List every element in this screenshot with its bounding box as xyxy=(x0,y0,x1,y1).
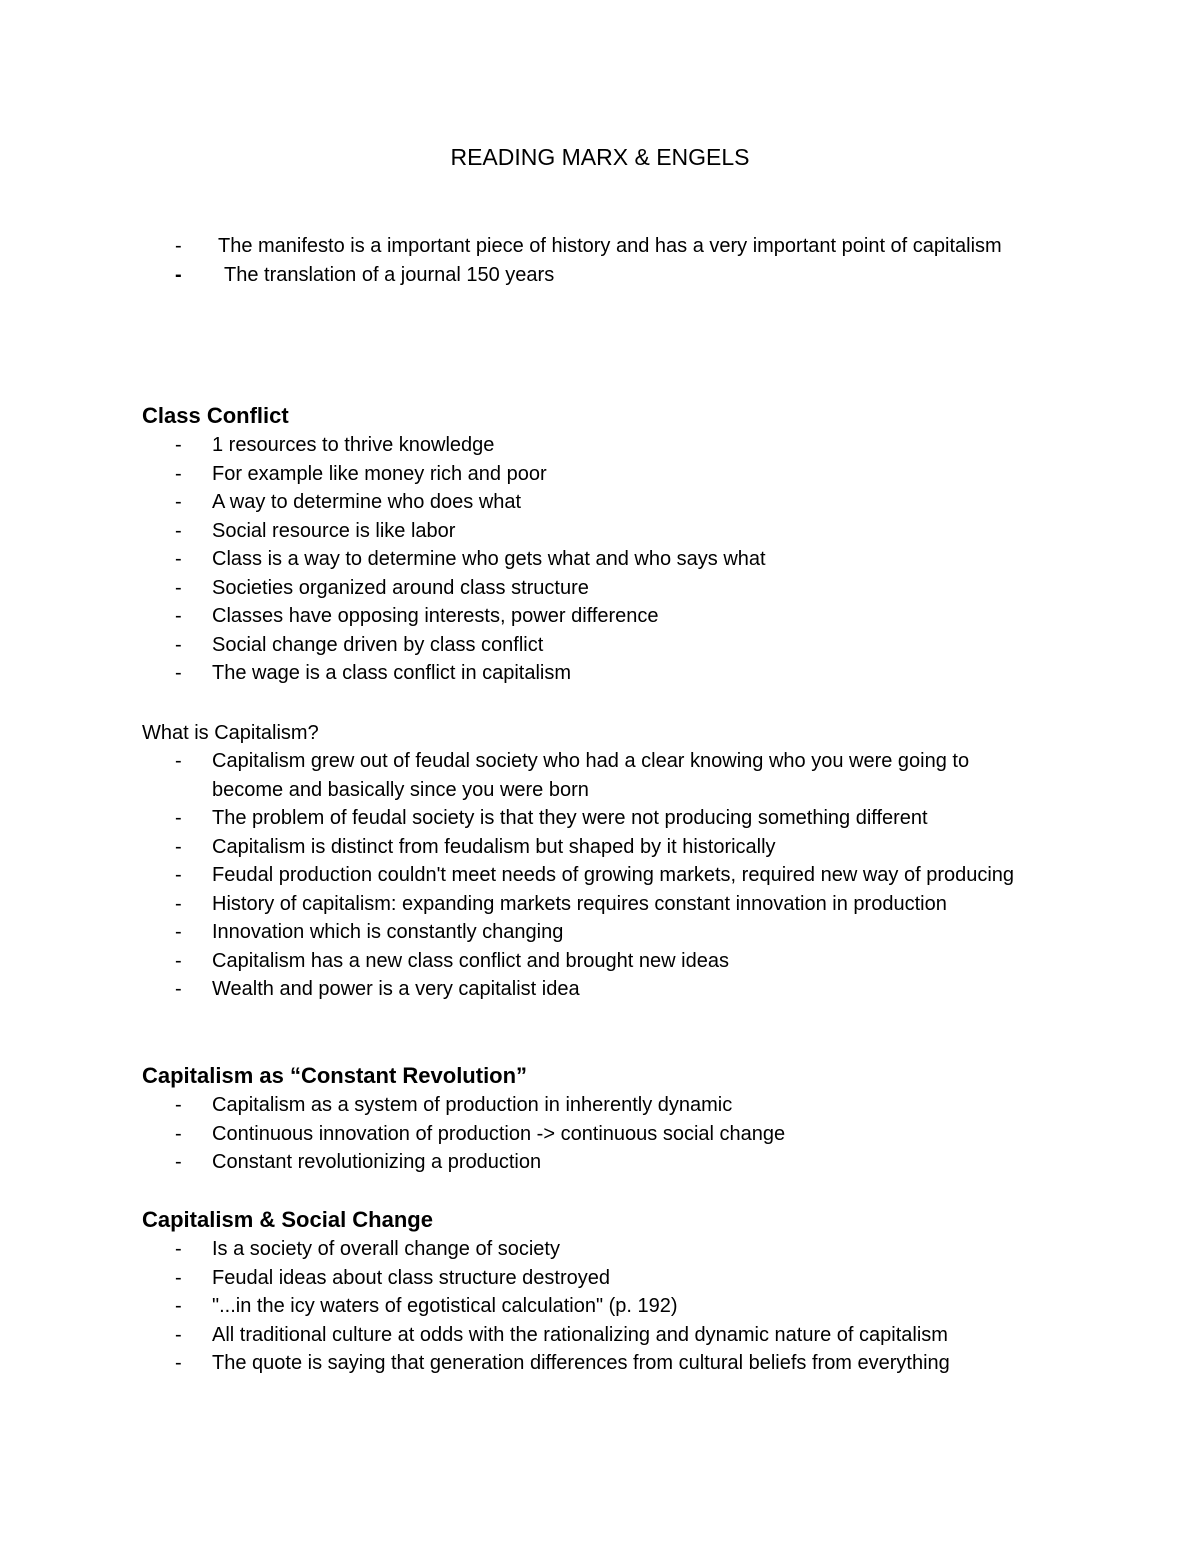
list-item xyxy=(142,232,1042,261)
section-list xyxy=(142,1091,1042,1177)
section-what-is-capitalism xyxy=(142,719,1042,1004)
list-item xyxy=(142,1148,1042,1177)
list-item xyxy=(142,545,1042,574)
list-item xyxy=(142,1264,1042,1293)
list-item-text: For example like money rich and poor xyxy=(212,462,547,485)
list-item-text: Feudal production couldn't meet needs of growing markets, required new way of producing xyxy=(212,864,1015,886)
dash-bullet: - xyxy=(175,662,182,684)
dash-bullet: - xyxy=(175,633,182,656)
document-title: READING MARX & ENGELS xyxy=(450,144,750,170)
list-item-text: Capitalism as a system of production in inherently dynamic xyxy=(212,1094,733,1116)
list-item-text: 1 resources to thrive knowledge xyxy=(212,434,495,456)
list-item-text: Feudal ideas about class structure destroyed xyxy=(212,1266,610,1289)
list-item-text: Continuous innovation of production -> continuous social change xyxy=(212,1122,786,1145)
list-item xyxy=(142,890,1042,919)
dash-bullet: - xyxy=(175,491,182,513)
list-item xyxy=(142,1120,1042,1149)
list-item xyxy=(142,602,1042,631)
dash-bullet: - xyxy=(175,235,182,257)
list-item-text: The translation of a journal 150 years xyxy=(224,263,555,286)
list-item xyxy=(142,631,1042,660)
list-item-text: The manifesto is a important piece of history and has a very important point of capitalism xyxy=(218,235,1002,257)
section-heading: Class Conflict xyxy=(142,403,289,428)
list-item-text: Capitalism has a new class conflict and brought new ideas xyxy=(212,949,729,972)
list-item-text: The quote is saying that generation differences from cultural beliefs from everything xyxy=(212,1352,950,1374)
section-list xyxy=(142,1235,1042,1378)
list-item-text: Is a society of overall change of society xyxy=(212,1238,560,1260)
intro-block xyxy=(142,232,1042,289)
list-item-text: Social resource is like labor xyxy=(212,519,456,542)
list-item-text: All traditional culture at odds with the rationalizing and dynamic nature of capitalism xyxy=(212,1323,948,1346)
section-constant-revolution xyxy=(142,1061,1042,1177)
list-item-text: Wealth and power is a very capitalist idea xyxy=(212,978,580,1000)
dash-bullet: - xyxy=(175,1266,182,1289)
dash-bullet: - xyxy=(175,921,182,943)
dash-bullet: - xyxy=(175,434,182,456)
dash-bullet: - xyxy=(175,892,182,915)
dash-bullet: - xyxy=(175,1352,182,1374)
list-item-text: Capitalism is distinct from feudalism but shaped by it historically xyxy=(212,835,776,858)
list-item xyxy=(142,1091,1042,1120)
list-item-text: Constant revolutionizing a production xyxy=(212,1151,542,1173)
list-item-text: History of capitalism: expanding markets requires constant innovation in production xyxy=(212,892,947,915)
dash-bullet: - xyxy=(175,1122,182,1145)
list-item-text: Class is a way to determine who gets what and who says what xyxy=(212,548,766,570)
list-item xyxy=(142,1349,1042,1378)
list-item-text: Capitalism grew out of feudal society who had a clear knowing who you were going to become and basically since you were born xyxy=(212,750,970,801)
list-item xyxy=(142,861,1042,890)
dash-bullet: - xyxy=(175,978,182,1000)
dash-bullet: - xyxy=(175,835,182,858)
list-item xyxy=(142,659,1042,688)
list-item xyxy=(142,574,1042,603)
list-item-text: Social change driven by class conflict xyxy=(212,633,544,656)
list-item xyxy=(142,488,1042,517)
list-item xyxy=(142,975,1042,1004)
section-heading: Capitalism & Social Change xyxy=(142,1207,433,1232)
list-item-text: Classes have opposing interests, power difference xyxy=(212,605,659,627)
dash-bullet: - xyxy=(175,462,182,485)
dash-bullet: - xyxy=(175,605,182,627)
dash-bullet: - xyxy=(175,864,182,886)
list-item xyxy=(142,1292,1042,1321)
section-heading: What is Capitalism? xyxy=(142,722,319,744)
list-item xyxy=(142,517,1042,546)
list-item-text: Societies organized around class structure xyxy=(212,576,589,599)
dash-bullet: - xyxy=(175,949,182,972)
list-item-text: A way to determine who does what xyxy=(212,491,522,513)
section-class-conflict xyxy=(142,401,1042,688)
list-item xyxy=(142,460,1042,489)
list-item xyxy=(142,747,1042,804)
dash-bullet: - xyxy=(175,1151,182,1173)
dash-bullet: - xyxy=(175,576,182,599)
dash-bullet: - xyxy=(175,750,182,772)
list-item-text: The problem of feudal society is that they were not producing something different xyxy=(212,807,928,829)
dash-bullet: - xyxy=(175,548,182,570)
section-social-change xyxy=(142,1205,1042,1378)
dash-bullet: - xyxy=(175,1323,182,1346)
intro-list xyxy=(142,232,1042,289)
list-item xyxy=(142,947,1042,976)
list-item xyxy=(142,261,1042,290)
dash-bullet: - xyxy=(175,519,182,542)
dash-bullet: - xyxy=(175,1295,182,1317)
dash-bullet: - xyxy=(175,1238,182,1260)
dash-bullet: - xyxy=(175,1094,182,1116)
list-item xyxy=(142,918,1042,947)
list-item-text: The wage is a class conflict in capitalism xyxy=(212,662,572,684)
dash-bullet: - xyxy=(175,807,182,829)
list-item xyxy=(142,1235,1042,1264)
dash-bullet: - xyxy=(175,263,182,286)
list-item-text: "...in the icy waters of egotistical calculation" (p. 192) xyxy=(212,1295,678,1317)
list-item xyxy=(142,431,1042,460)
list-item xyxy=(142,833,1042,862)
section-heading: Capitalism as “Constant Revolution” xyxy=(142,1063,528,1088)
list-item xyxy=(142,804,1042,833)
section-list xyxy=(142,431,1042,688)
list-item xyxy=(142,1321,1042,1350)
list-item-text: Innovation which is constantly changing xyxy=(212,921,564,943)
section-list xyxy=(142,747,1042,1004)
